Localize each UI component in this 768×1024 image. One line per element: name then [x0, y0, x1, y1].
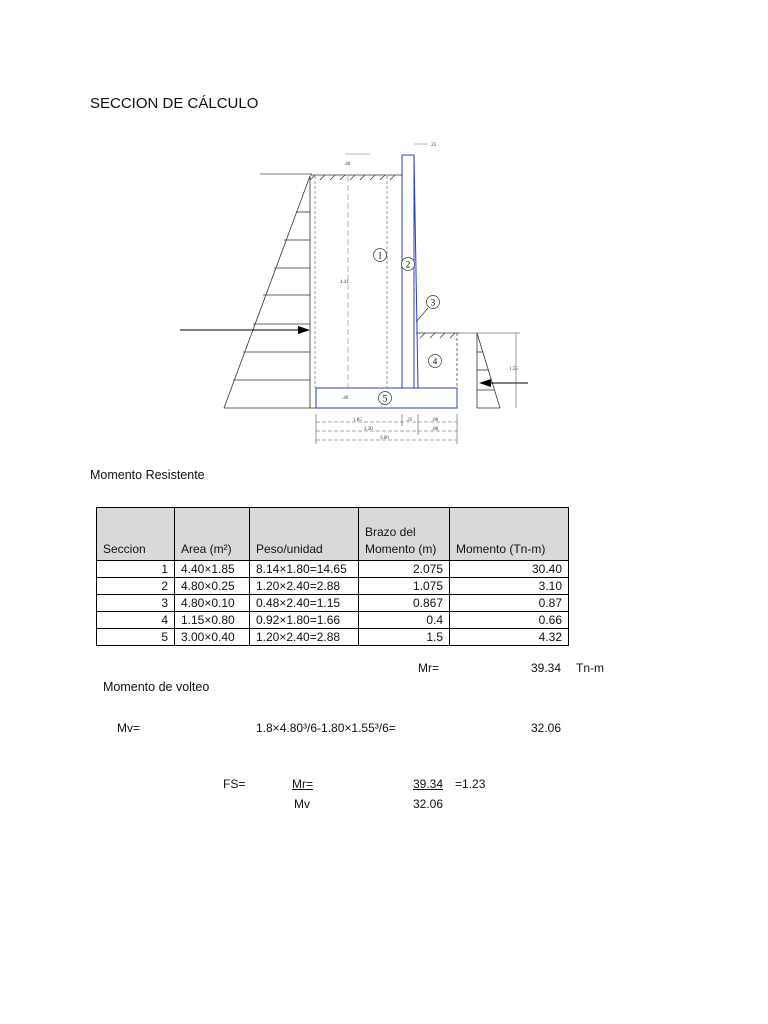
section-marker: [379, 392, 392, 405]
cell-area: 4.40×1.85: [175, 561, 250, 578]
wall-stem: [402, 155, 414, 388]
dim-toe-width-b: .80: [432, 427, 439, 432]
col-header-brazo: Brazo del Momento (m): [359, 508, 450, 561]
fs-numerator-value: 39.34: [412, 777, 443, 791]
fs-label: FS=: [223, 777, 246, 791]
cell-peso: 1.20×2.40=2.88: [250, 629, 359, 646]
backfill-hatch: [310, 175, 402, 180]
table-header-row: [97, 508, 569, 561]
earth-pressure-triangle: [224, 176, 316, 408]
table-row: [97, 561, 569, 578]
dim-footing-depth: .40: [342, 396, 349, 401]
fs-numerator-label: Mr=: [292, 777, 313, 791]
cell-area: 4.80×0.25: [175, 578, 250, 595]
cell-brazo: 1.075: [359, 578, 450, 595]
cell-momento: 4.32: [450, 629, 569, 646]
mv-label: Mv=: [117, 721, 141, 735]
cell-area: 1.15×0.80: [175, 612, 250, 629]
cell-momento: 3.10: [450, 578, 569, 595]
section-marker: [374, 249, 387, 262]
cell-momento: 0.66: [450, 612, 569, 629]
fs-denominator-value: 32.06: [412, 797, 443, 811]
cell-peso: 8.14×1.80=14.65: [250, 561, 359, 578]
diagram-svg: [170, 140, 540, 455]
mr-value: 39.34: [530, 661, 561, 675]
dim-toe-width-a: .80: [432, 418, 439, 423]
cell-brazo: 2.075: [359, 561, 450, 578]
fs-result: =1.23: [455, 777, 486, 791]
svg-text:3: 3: [430, 297, 436, 308]
col-header-area: Area (m²): [175, 508, 250, 561]
table-row: [97, 612, 569, 629]
cell-peso: 0.92×1.80=1.66: [250, 612, 359, 629]
cell-area: 4.80×0.10: [175, 595, 250, 612]
cell-seccion: 3: [97, 595, 175, 612]
col-header-peso: Peso/unidad: [250, 508, 359, 561]
svg-text:1: 1: [377, 250, 383, 261]
page-title: SECCION DE CÁLCULO: [90, 95, 259, 112]
overturning-moment-label: Momento de volteo: [103, 680, 210, 694]
cell-seccion: 1: [97, 561, 175, 578]
table-row: [97, 629, 569, 646]
svg-text:5: 5: [382, 393, 388, 404]
section-marker: [402, 258, 415, 271]
cell-peso: 1.20×2.40=2.88: [250, 578, 359, 595]
dim-base-total: 3.00: [380, 436, 389, 441]
section-marker: [416, 296, 440, 323]
cell-seccion: 5: [97, 629, 175, 646]
mr-label: Mr=: [418, 661, 439, 675]
dim-heel-width: 1.85: [353, 418, 362, 423]
dim-width-partial: 2.20: [364, 427, 373, 432]
cell-momento: 30.40: [450, 561, 569, 578]
retaining-wall-diagram: [170, 140, 540, 460]
mv-value: 32.06: [530, 721, 561, 735]
mr-unit: Tn-m: [576, 661, 604, 675]
cell-seccion: 2: [97, 578, 175, 595]
cell-momento: 0.87: [450, 595, 569, 612]
resistant-moment-table: [96, 507, 569, 646]
mv-formula: 1.8×4.80³/6-1.80×1.55³/6=: [256, 721, 396, 735]
arrow-head-icon: [479, 379, 491, 387]
svg-text:4: 4: [432, 356, 438, 367]
cell-seccion: 4: [97, 612, 175, 629]
dim-stem-height: 4.41: [340, 280, 349, 285]
cell-area: 3.00×0.40: [175, 629, 250, 646]
resistant-moment-label: Momento Resistente: [90, 468, 205, 482]
cell-brazo: 0.4: [359, 612, 450, 629]
cell-peso: 0.48×2.40=1.15: [250, 595, 359, 612]
section-marker: [429, 355, 442, 368]
stem-batter: [414, 155, 418, 388]
svg-text:2: 2: [405, 259, 411, 270]
table-row: [97, 595, 569, 612]
arrow-head-icon: [298, 326, 310, 334]
dim-toe-height: 1.55: [509, 367, 518, 372]
col-header-momento: Momento (Tn-m): [450, 508, 569, 561]
dim-top-thickness: .25: [430, 143, 437, 148]
fs-denominator-label: Mv: [294, 797, 310, 811]
passive-pressure-triangle: [477, 333, 500, 408]
cell-brazo: 0.867: [359, 595, 450, 612]
dim-fill-height: .40: [344, 162, 351, 167]
col-header-seccion: Seccion: [97, 508, 175, 561]
cell-brazo: 1.5: [359, 629, 450, 646]
dim-stem-base: .25: [406, 418, 413, 423]
table-row: [97, 578, 569, 595]
